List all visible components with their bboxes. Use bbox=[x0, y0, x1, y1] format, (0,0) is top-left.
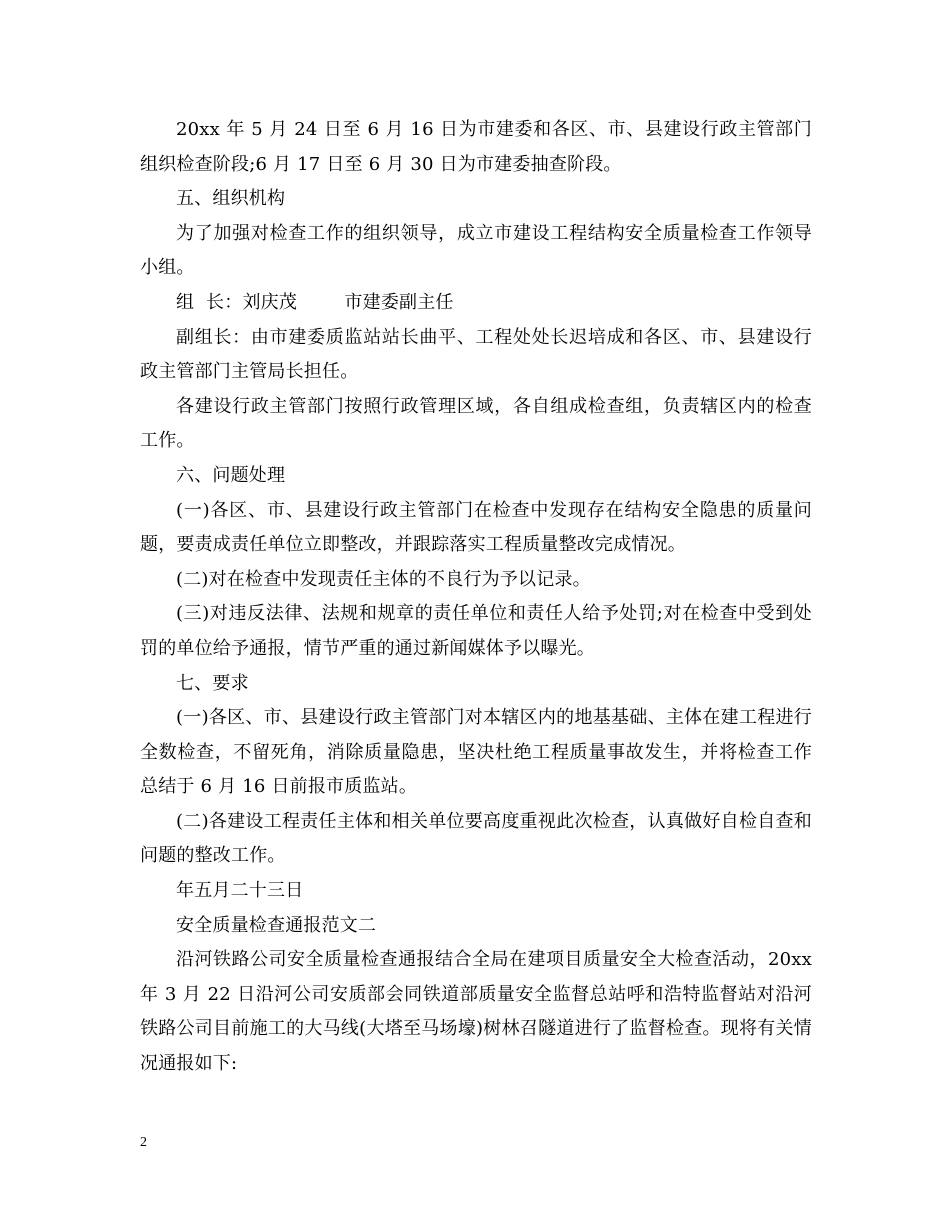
paragraph-handling-item-2: (二)对在检查中发现责任主体的不良行为予以记录。 bbox=[176, 568, 591, 590]
paragraph-group-leader: 组 长：刘庆茂 市建委副主任 bbox=[176, 291, 454, 313]
paragraph-date: 年五月二十三日 bbox=[176, 880, 304, 902]
paragraph-deputy-leader: 副组长：由市建委质监站站长曲平、工程处处长迟培成和各区、市、县建设行政主管部门主管局长担任。 bbox=[140, 326, 812, 383]
heading-organization: 五、组织机构 bbox=[176, 188, 286, 210]
paragraph-leading-group: 为了加强对检查工作的组织领导，成立市建设工程结构安全质量检查工作领导小组。 bbox=[140, 222, 812, 279]
heading-requirements: 七、要求 bbox=[176, 672, 249, 694]
paragraph-requirement-1: (一)各区、市、县建设行政主管部门对本辖区内的地基基础、主体在建工程进行全数检查，不留死角，消除质量隐患，坚决杜绝工程质量事故发生，并将检查工作总结于 6 月 16 日前报市质监站。 bbox=[140, 707, 812, 798]
document-body bbox=[140, 113, 812, 1082]
paragraph-inspection-schedule: 20xx 年 5 月 24 日至 6 月 16 日为市建委和各区、市、县建设行政主管部门组织检查阶段;6 月 17 日至 6 月 30 日为市建委抽查阶段。 bbox=[140, 119, 812, 175]
heading-problem-handling: 六、问题处理 bbox=[176, 464, 286, 486]
paragraph-inspection-groups: 各建设行政主管部门按照行政管理区域，各自组成检查组，负责辖区内的检查工作。 bbox=[140, 395, 812, 452]
heading-sample-two: 安全质量检查通报范文二 bbox=[176, 914, 377, 936]
paragraph-yanhe-report: 沿河铁路公司安全质量检查通报结合全局在建项目质量安全大检查活动，20xx 年 3 月 22 日沿河公司安质部会同铁道部质量安全监督总站呼和浩特监督站对沿河铁路公司目前施工的大马线(大塔至马场壕)树林召隧道进行了监督检查。现将有关情况通报如下: bbox=[140, 949, 812, 1075]
paragraph-handling-item-3: (三)对违反法律、法规和规章的责任单位和责任人给予处罚;对在检查中受到处罚的单位给予通报，情节严重的通过新闻媒体予以曝光。 bbox=[140, 603, 812, 659]
paragraph-requirement-2: (二)各建设工程责任主体和相关单位要高度重视此次检查，认真做好自检自查和问题的整改工作。 bbox=[140, 810, 812, 867]
page-number: 2 bbox=[140, 1135, 147, 1150]
paragraph-handling-item-1: (一)各区、市、县建设行政主管部门在检查中发现存在结构安全隐患的质量问题，要责成责任单位立即整改，并跟踪落实工程质量整改完成情况。 bbox=[140, 499, 812, 556]
